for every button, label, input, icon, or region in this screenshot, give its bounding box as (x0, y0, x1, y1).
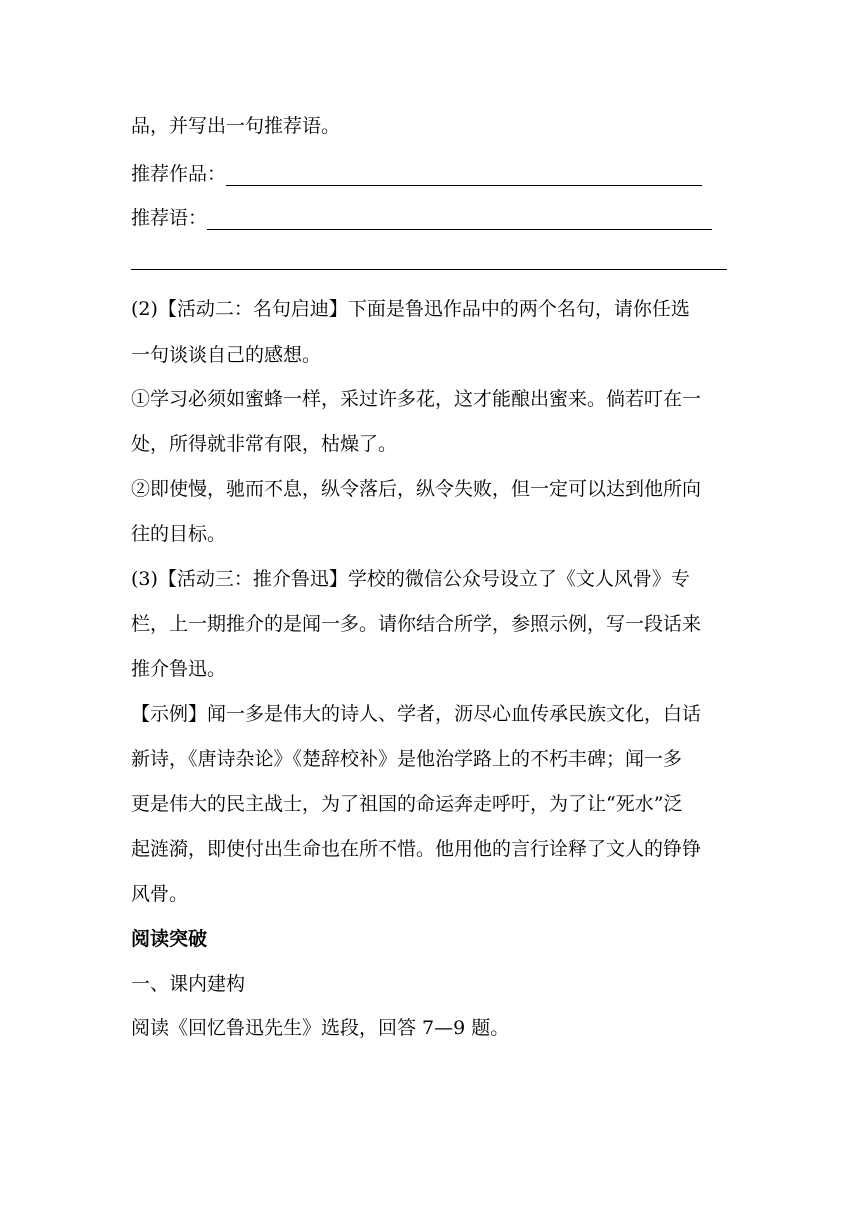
answer-blank-line[interactable] (131, 269, 727, 270)
text-line: 往的目标。 (131, 523, 227, 545)
recommend-phrase-row (131, 206, 712, 230)
recommend-phrase-label: 推荐语： (131, 207, 208, 229)
text-line: ②即使慢，驰而不息，纵令落后，纵令失败，但一定可以达到他所向 (131, 478, 702, 500)
text-line: 新诗，《唐诗杂论》《楚辞校补》是他治学路上的不朽丰碑；闻一多 (131, 748, 683, 770)
recommend-phrase-blank[interactable] (207, 217, 712, 230)
text-line: 更是伟大的民主战士，为了祖国的命运奔走呼吁，为了让“死水”泛 (131, 793, 683, 815)
subsection-heading: 一、课内建构 (131, 973, 246, 995)
recommend-work-label: 推荐作品： (131, 163, 227, 185)
recommend-work-row (131, 162, 702, 186)
text-line: 一句谈谈自己的感想。 (131, 344, 322, 366)
text-line: (2)【活动二：名句启迪】下面是鲁迅作品中的两个名句，请你任选 (131, 298, 690, 320)
section-heading: 阅读突破 (131, 928, 208, 950)
text-line: 处，所得就非常有限，枯燥了。 (131, 433, 398, 455)
text-line: 阅读《回忆鲁迅先生》选段，回答 7—9 题。 (131, 1017, 510, 1039)
text-line: 栏，上一期推介的是闻一多。请你结合所学，参照示例，写一段话来 (131, 613, 702, 635)
text-line: 推介鲁迅。 (131, 658, 227, 680)
text-line: 起涟漪，即使付出生命也在所不惜。他用他的言行诠释了文人的铮铮 (131, 838, 702, 860)
text-line: (3)【活动三：推介鲁迅】学校的微信公众号设立了《文人风骨》专 (131, 568, 690, 590)
recommend-work-blank[interactable] (226, 173, 702, 186)
text-line: 品，并写出一句推荐语。 (131, 115, 341, 137)
text-line: 【示例】闻一多是伟大的诗人、学者，沥尽心血传承民族文化，白话 (131, 703, 702, 725)
text-line: ①学习必须如蜜蜂一样，采过许多花，这才能酿出蜜来。倘若叮在一 (131, 388, 702, 410)
text-line: 风骨。 (131, 883, 189, 905)
